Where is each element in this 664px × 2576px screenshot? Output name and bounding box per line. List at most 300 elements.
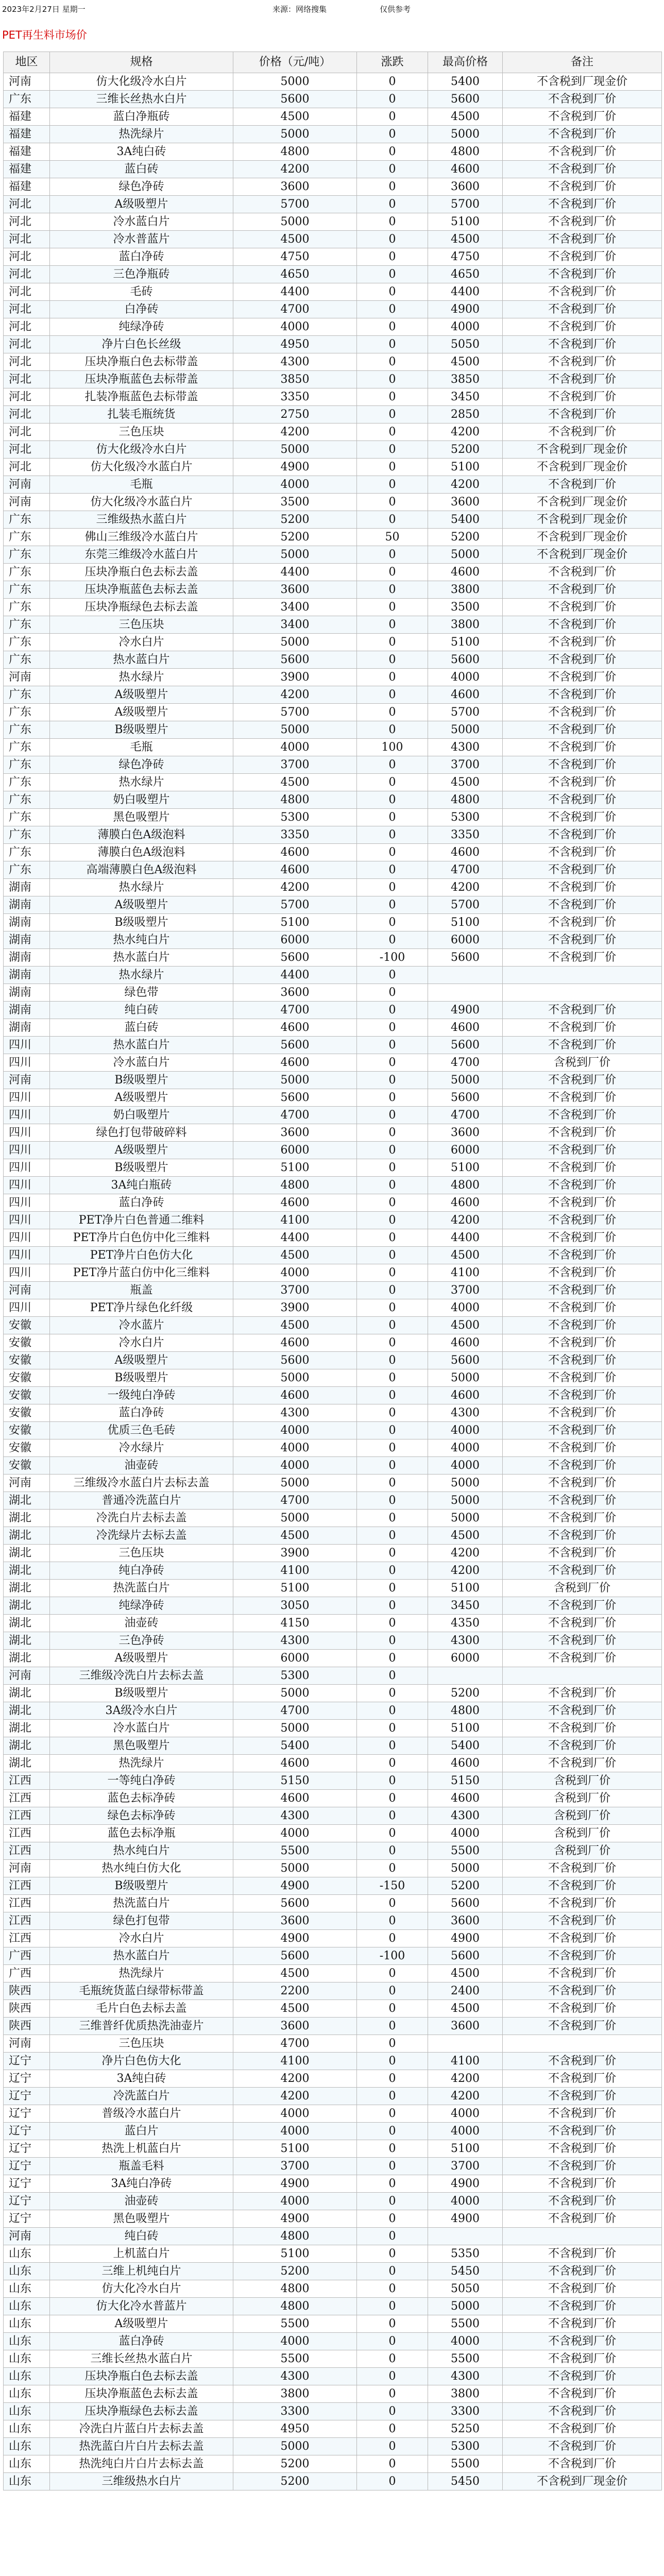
cell-region: 福建 xyxy=(4,108,50,126)
table-row xyxy=(4,2420,662,2438)
cell-region: 广东 xyxy=(4,511,50,529)
cell-region: 河北 xyxy=(4,423,50,441)
cell-change: 0 xyxy=(357,1860,428,1877)
cell-change: 0 xyxy=(357,774,428,791)
cell-remark: 不含税到厂价 xyxy=(503,2403,662,2420)
cell-region: 山东 xyxy=(4,2333,50,2350)
cell-spec: 蓝白净砖 xyxy=(50,2333,233,2350)
cell-change: 0 xyxy=(357,1545,428,1562)
cell-max-price: 5500 xyxy=(428,2455,503,2473)
cell-spec: 热洗绿片 xyxy=(50,1965,233,1982)
cell-price: 4100 xyxy=(233,1562,357,1580)
cell-remark: 不含税到厂价 xyxy=(503,599,662,616)
cell-change: 0 xyxy=(357,1790,428,1807)
cell-spec: 冷水白片 xyxy=(50,1334,233,1352)
table-row xyxy=(4,1264,662,1282)
cell-price: 4900 xyxy=(233,1930,357,1947)
cell-spec: 普级冷水蓝白片 xyxy=(50,2105,233,2123)
cell-change: 0 xyxy=(357,599,428,616)
cell-max-price: 2850 xyxy=(428,406,503,423)
table-row xyxy=(4,108,662,126)
cell-region: 河南 xyxy=(4,1667,50,1685)
cell-price: 5600 xyxy=(233,91,357,108)
cell-remark: 不含税到厂价 xyxy=(503,1755,662,1772)
cell-change: 0 xyxy=(357,2298,428,2315)
table-row xyxy=(4,1054,662,1072)
table-row xyxy=(4,1580,662,1597)
table-row xyxy=(4,161,662,178)
cell-max-price: 5600 xyxy=(428,91,503,108)
cell-region: 湖北 xyxy=(4,1545,50,1562)
cell-spec: 扎装净瓶蓝色去标带盖 xyxy=(50,388,233,406)
cell-region: 河南 xyxy=(4,2035,50,2053)
cell-spec: 压块净瓶蓝色去标去盖 xyxy=(50,581,233,599)
table-row xyxy=(4,809,662,826)
table-row xyxy=(4,2245,662,2263)
table-row xyxy=(4,1404,662,1422)
cell-price: 4000 xyxy=(233,476,357,494)
table-body xyxy=(4,73,662,2490)
cell-spec: 蓝白片 xyxy=(50,2123,233,2140)
cell-region: 河北 xyxy=(4,301,50,318)
cell-price: 5200 xyxy=(233,2263,357,2280)
cell-spec: 蓝白净砖 xyxy=(50,248,233,266)
cell-change: 0 xyxy=(357,2368,428,2385)
cell-spec: A级吸塑片 xyxy=(50,1650,233,1667)
table-row xyxy=(4,2053,662,2070)
cell-region: 山东 xyxy=(4,2315,50,2333)
table-row xyxy=(4,1825,662,1842)
cell-region: 江西 xyxy=(4,1790,50,1807)
cell-spec: 绿色净砖 xyxy=(50,756,233,774)
cell-remark: 不含税到厂价 xyxy=(503,2350,662,2368)
cell-spec: 热水绿片 xyxy=(50,967,233,984)
table-row xyxy=(4,1072,662,1089)
cell-region: 河南 xyxy=(4,476,50,494)
cell-spec: A级吸塑片 xyxy=(50,1089,233,1107)
table-row xyxy=(4,2088,662,2105)
cell-remark: 不含税到厂价 xyxy=(503,1860,662,1877)
cell-max-price: 5450 xyxy=(428,2473,503,2490)
table-row xyxy=(4,1562,662,1580)
cell-price: 5000 xyxy=(233,441,357,459)
cell-change: 0 xyxy=(357,388,428,406)
cell-change: -150 xyxy=(357,1877,428,1895)
cell-spec: 热洗蓝白片 xyxy=(50,1580,233,1597)
cell-remark: 不含税到厂价 xyxy=(503,1912,662,1930)
cell-max-price: 4000 xyxy=(428,318,503,336)
cell-region: 四川 xyxy=(4,1089,50,1107)
cell-spec: 薄膜白色A级泡料 xyxy=(50,844,233,861)
cell-remark: 不含税到厂价 xyxy=(503,634,662,651)
cell-change: 0 xyxy=(357,336,428,353)
table-row xyxy=(4,494,662,511)
table-row xyxy=(4,704,662,721)
cell-region: 江西 xyxy=(4,1807,50,1825)
table-row xyxy=(4,1317,662,1334)
cell-region: 广东 xyxy=(4,704,50,721)
cell-price: 4600 xyxy=(233,1387,357,1404)
cell-remark: 含税到厂价 xyxy=(503,1580,662,1597)
cell-max-price: 5150 xyxy=(428,1772,503,1790)
cell-change: 0 xyxy=(357,634,428,651)
cell-region: 广西 xyxy=(4,1965,50,1982)
table-row xyxy=(4,1545,662,1562)
cell-remark: 不含税到厂现金价 xyxy=(503,73,662,91)
cell-remark: 不含税到厂价 xyxy=(503,1510,662,1527)
cell-change: 0 xyxy=(357,2420,428,2438)
cell-remark: 不含税到厂价 xyxy=(503,2193,662,2210)
cell-remark: 不含税到厂价 xyxy=(503,2245,662,2263)
cell-remark: 不含税到厂价 xyxy=(503,1212,662,1229)
cell-remark: 不含税到厂价 xyxy=(503,1982,662,2000)
cell-change: -100 xyxy=(357,949,428,967)
cell-region: 山东 xyxy=(4,2280,50,2298)
cell-spec: 压块净瓶白色去标去盖 xyxy=(50,564,233,581)
cell-max-price: 5700 xyxy=(428,896,503,914)
cell-spec: 蓝色去标净瓶 xyxy=(50,1825,233,1842)
cell-region: 山东 xyxy=(4,2455,50,2473)
cell-price: 4200 xyxy=(233,2070,357,2088)
table-row xyxy=(4,1299,662,1317)
cell-spec: 热水绿片 xyxy=(50,774,233,791)
cell-remark: 不含税到厂价 xyxy=(503,1142,662,1159)
cell-spec: 毛砖 xyxy=(50,283,233,301)
cell-spec: 仿大化冷水普蓝片 xyxy=(50,2298,233,2315)
cell-region: 辽宁 xyxy=(4,2105,50,2123)
cell-region: 广东 xyxy=(4,91,50,108)
cell-spec: 东莞三维级冷水蓝白片 xyxy=(50,546,233,564)
cell-spec: 热洗绿片 xyxy=(50,126,233,143)
column-header-remark: 备注 xyxy=(503,52,662,73)
cell-spec: 上机蓝白片 xyxy=(50,2245,233,2263)
table-row xyxy=(4,2298,662,2315)
cell-price: 3850 xyxy=(233,371,357,388)
cell-change: 0 xyxy=(357,879,428,896)
table-row xyxy=(4,1177,662,1194)
cell-remark: 不含税到厂价 xyxy=(503,283,662,301)
cell-price: 5000 xyxy=(233,1720,357,1737)
cell-change: 0 xyxy=(357,1720,428,1737)
cell-price: 5100 xyxy=(233,914,357,931)
cell-change: 0 xyxy=(357,1562,428,1580)
cell-change: 0 xyxy=(357,546,428,564)
cell-remark: 不含税到厂价 xyxy=(503,2123,662,2140)
cell-max-price xyxy=(428,1667,503,1685)
cell-max-price: 4000 xyxy=(428,1422,503,1439)
cell-region: 福建 xyxy=(4,126,50,143)
cell-spec: A级吸塑片 xyxy=(50,196,233,213)
cell-change: 50 xyxy=(357,529,428,546)
cell-remark: 不含税到厂价 xyxy=(503,1177,662,1194)
cell-price: 5700 xyxy=(233,896,357,914)
cell-max-price: 5400 xyxy=(428,73,503,91)
cell-max-price: 5000 xyxy=(428,1072,503,1089)
cell-change: 0 xyxy=(357,2088,428,2105)
table-row xyxy=(4,2193,662,2210)
cell-change: 0 xyxy=(357,2350,428,2368)
cell-change: 0 xyxy=(357,266,428,283)
table-row xyxy=(4,318,662,336)
cell-region: 湖北 xyxy=(4,1597,50,1615)
table-row xyxy=(4,564,662,581)
table-row xyxy=(4,1527,662,1545)
table-row xyxy=(4,353,662,371)
cell-price: 4600 xyxy=(233,1790,357,1807)
cell-max-price: 5000 xyxy=(428,1369,503,1387)
cell-price: 3600 xyxy=(233,1124,357,1142)
cell-change: 0 xyxy=(357,2035,428,2053)
table-row xyxy=(4,931,662,949)
cell-max-price: 4000 xyxy=(428,669,503,686)
cell-spec: 3A纯白瓶砖 xyxy=(50,1177,233,1194)
cell-price: 5000 xyxy=(233,1475,357,1492)
cell-price: 3600 xyxy=(233,984,357,1002)
table-row xyxy=(4,196,662,213)
cell-max-price: 4300 xyxy=(428,1632,503,1650)
cell-spec: 冷水白片 xyxy=(50,1930,233,1947)
table-row xyxy=(4,529,662,546)
cell-max-price: 3450 xyxy=(428,1597,503,1615)
table-row xyxy=(4,1807,662,1825)
cell-region: 广东 xyxy=(4,634,50,651)
cell-change: 0 xyxy=(357,1282,428,1299)
cell-spec: 热水蓝白片 xyxy=(50,1037,233,1054)
cell-region: 河北 xyxy=(4,336,50,353)
cell-change: 0 xyxy=(357,931,428,949)
cell-max-price: 5000 xyxy=(428,1475,503,1492)
cell-spec: A级吸塑片 xyxy=(50,704,233,721)
cell-region: 河南 xyxy=(4,494,50,511)
cell-remark: 不含税到厂价 xyxy=(503,336,662,353)
cell-change: 0 xyxy=(357,2123,428,2140)
table-row xyxy=(4,2175,662,2193)
table-row xyxy=(4,1282,662,1299)
cell-remark: 不含税到厂价 xyxy=(503,1737,662,1755)
cell-price: 4900 xyxy=(233,459,357,476)
cell-max-price: 5250 xyxy=(428,2420,503,2438)
cell-change: 0 xyxy=(357,1737,428,1755)
cell-spec: 冷水蓝片 xyxy=(50,1317,233,1334)
cell-max-price: 5600 xyxy=(428,1947,503,1965)
section-title: PET再生料市场价 xyxy=(2,29,87,41)
cell-max-price: 3600 xyxy=(428,494,503,511)
table-row xyxy=(4,1475,662,1492)
cell-region: 广东 xyxy=(4,791,50,809)
cell-remark: 不含税到厂现金价 xyxy=(503,2473,662,2490)
cell-price: 3600 xyxy=(233,1912,357,1930)
cell-spec: 奶白吸塑片 xyxy=(50,791,233,809)
cell-change: 0 xyxy=(357,1264,428,1282)
cell-change: 0 xyxy=(357,2053,428,2070)
cell-region: 辽宁 xyxy=(4,2123,50,2140)
cell-spec: 净片白色长丝级 xyxy=(50,336,233,353)
cell-price: 4000 xyxy=(233,739,357,756)
cell-region: 广东 xyxy=(4,826,50,844)
cell-remark: 不含税到厂价 xyxy=(503,2298,662,2315)
cell-spec: 瓶盖毛料 xyxy=(50,2158,233,2175)
cell-remark: 不含税到厂价 xyxy=(503,774,662,791)
cell-price: 4100 xyxy=(233,2053,357,2070)
cell-max-price: 3300 xyxy=(428,2403,503,2420)
cell-region: 湖北 xyxy=(4,1720,50,1737)
cell-price: 3600 xyxy=(233,178,357,196)
cell-spec: 黑色吸塑片 xyxy=(50,809,233,826)
cell-change: 0 xyxy=(357,1510,428,1527)
cell-change: 0 xyxy=(357,1334,428,1352)
cell-region: 河南 xyxy=(4,1860,50,1877)
cell-remark: 不含税到厂价 xyxy=(503,756,662,774)
cell-max-price: 4800 xyxy=(428,1177,503,1194)
cell-spec: 热洗上机蓝白片 xyxy=(50,2140,233,2158)
cell-max-price: 3450 xyxy=(428,388,503,406)
cell-price: 5600 xyxy=(233,1089,357,1107)
table-row xyxy=(4,774,662,791)
cell-change: 0 xyxy=(357,161,428,178)
table-row xyxy=(4,2140,662,2158)
table-row xyxy=(4,616,662,634)
cell-max-price: 3500 xyxy=(428,599,503,616)
table-row xyxy=(4,231,662,248)
cell-change: 0 xyxy=(357,1527,428,1545)
cell-change: 0 xyxy=(357,1002,428,1019)
table-row xyxy=(4,1877,662,1895)
cell-region: 河北 xyxy=(4,371,50,388)
cell-remark: 不含税到厂现金价 xyxy=(503,511,662,529)
cell-change: 0 xyxy=(357,283,428,301)
cell-spec: 三色压块 xyxy=(50,1545,233,1562)
cell-price: 5600 xyxy=(233,1037,357,1054)
cell-remark: 不含税到厂现金价 xyxy=(503,494,662,511)
cell-change: 0 xyxy=(357,1387,428,1404)
cell-spec: 高端薄膜白色A级泡料 xyxy=(50,861,233,879)
table-row xyxy=(4,914,662,931)
cell-max-price: 4300 xyxy=(428,1807,503,1825)
cell-spec: 普通冷洗蓝白片 xyxy=(50,1492,233,1510)
table-row xyxy=(4,2403,662,2420)
cell-spec: 3A纯白砖 xyxy=(50,143,233,161)
cell-spec: 仿大化冷水白片 xyxy=(50,2280,233,2298)
cell-change: 0 xyxy=(357,2473,428,2490)
cell-max-price: 4200 xyxy=(428,879,503,896)
cell-spec: 一等纯白净砖 xyxy=(50,1772,233,1790)
cell-region: 安徽 xyxy=(4,1387,50,1404)
cell-change: 0 xyxy=(357,1650,428,1667)
cell-change: 0 xyxy=(357,494,428,511)
cell-price: 4400 xyxy=(233,967,357,984)
cell-remark: 不含税到厂价 xyxy=(503,213,662,231)
cell-price: 4600 xyxy=(233,1334,357,1352)
cell-remark: 不含税到厂价 xyxy=(503,844,662,861)
cell-remark: 不含税到厂价 xyxy=(503,721,662,739)
cell-remark: 不含税到厂价 xyxy=(503,669,662,686)
cell-max-price: 5400 xyxy=(428,511,503,529)
cell-change: 0 xyxy=(357,721,428,739)
cell-spec: 油壶砖 xyxy=(50,2193,233,2210)
cell-remark: 不含税到厂价 xyxy=(503,809,662,826)
cell-price: 4500 xyxy=(233,108,357,126)
cell-price: 4000 xyxy=(233,2123,357,2140)
table-row xyxy=(4,1667,662,1685)
table-row xyxy=(4,91,662,108)
cell-region: 河南 xyxy=(4,1072,50,1089)
cell-remark: 不含税到厂价 xyxy=(503,896,662,914)
cell-region: 河北 xyxy=(4,248,50,266)
cell-price: 3500 xyxy=(233,494,357,511)
cell-spec: 三维级热水蓝白片 xyxy=(50,511,233,529)
cell-remark: 不含税到厂价 xyxy=(503,1965,662,1982)
cell-price: 5000 xyxy=(233,1510,357,1527)
cell-remark: 不含税到厂价 xyxy=(503,2263,662,2280)
cell-price: 4000 xyxy=(233,2193,357,2210)
cell-price: 4500 xyxy=(233,231,357,248)
cell-remark: 不含税到厂价 xyxy=(503,2105,662,2123)
cell-price: 3400 xyxy=(233,616,357,634)
table-row xyxy=(4,1422,662,1439)
cell-max-price: 5600 xyxy=(428,1037,503,1054)
cell-price: 5700 xyxy=(233,196,357,213)
cell-max-price: 5700 xyxy=(428,704,503,721)
cell-price: 5100 xyxy=(233,2140,357,2158)
cell-spec: 冷水蓝白片 xyxy=(50,1054,233,1072)
cell-spec: 冷水蓝白片 xyxy=(50,213,233,231)
cell-spec: 压块净瓶蓝色去标带盖 xyxy=(50,371,233,388)
cell-price: 5000 xyxy=(233,1072,357,1089)
cell-max-price: 5000 xyxy=(428,126,503,143)
cell-max-price: 4750 xyxy=(428,248,503,266)
cell-change: 0 xyxy=(357,844,428,861)
cell-change: 0 xyxy=(357,967,428,984)
cell-price: 5000 xyxy=(233,73,357,91)
cell-spec: 冷水绿片 xyxy=(50,1439,233,1457)
cell-remark: 不含税到厂价 xyxy=(503,423,662,441)
cell-change: 0 xyxy=(357,2263,428,2280)
cell-change: 0 xyxy=(357,178,428,196)
cell-region: 河北 xyxy=(4,406,50,423)
cell-change: 0 xyxy=(357,1404,428,1422)
cell-max-price: 5300 xyxy=(428,2438,503,2455)
cell-spec: PET净片绿色化纤级 xyxy=(50,1299,233,1317)
cell-max-price: 4800 xyxy=(428,1702,503,1720)
cell-remark: 不含税到厂价 xyxy=(503,178,662,196)
cell-price: 4400 xyxy=(233,283,357,301)
cell-change: 0 xyxy=(357,1615,428,1632)
cell-change: 0 xyxy=(357,213,428,231)
cell-spec: 绿色净砖 xyxy=(50,178,233,196)
cell-price: 4700 xyxy=(233,2035,357,2053)
cell-price: 5000 xyxy=(233,126,357,143)
cell-change: 0 xyxy=(357,1194,428,1212)
cell-spec: 3A纯白净砖 xyxy=(50,2175,233,2193)
cell-spec: A级吸塑片 xyxy=(50,1142,233,1159)
cell-remark: 不含税到厂价 xyxy=(503,1229,662,1247)
cell-change: 0 xyxy=(357,126,428,143)
cell-max-price: 4800 xyxy=(428,791,503,809)
cell-price: 4200 xyxy=(233,2088,357,2105)
cell-price: 3350 xyxy=(233,388,357,406)
cell-region: 广东 xyxy=(4,546,50,564)
cell-spec: 蓝色去标净砖 xyxy=(50,1790,233,1807)
cell-spec: 佛山三维级冷水蓝白片 xyxy=(50,529,233,546)
cell-price: 5100 xyxy=(233,1159,357,1177)
cell-spec: 热洗纯白片白片去标去盖 xyxy=(50,2455,233,2473)
cell-price: 5000 xyxy=(233,546,357,564)
cell-spec: 优质三色毛砖 xyxy=(50,1422,233,1439)
cell-region: 湖北 xyxy=(4,1562,50,1580)
cell-remark: 不含税到厂价 xyxy=(503,2438,662,2455)
cell-region: 广东 xyxy=(4,616,50,634)
cell-remark: 不含税到厂现金价 xyxy=(503,459,662,476)
